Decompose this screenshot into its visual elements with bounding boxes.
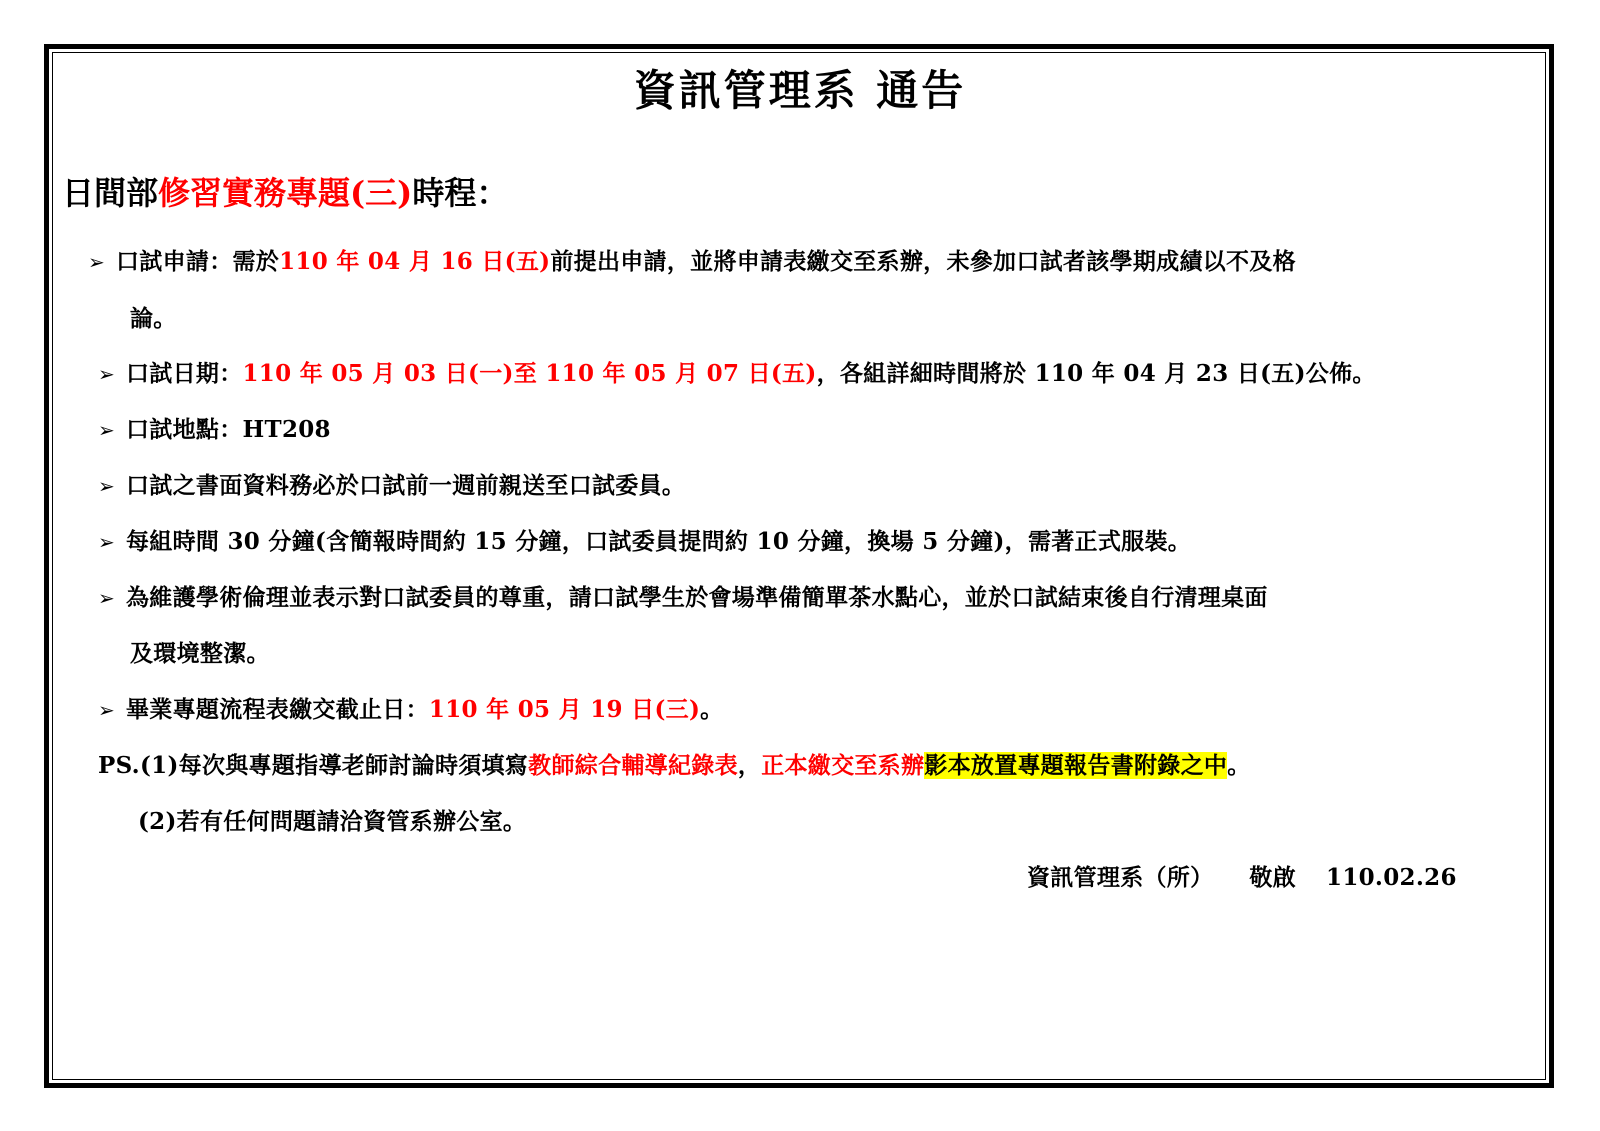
exam-dates-label: 口試日期： (126, 360, 243, 387)
ps-text: PS.(1)每次與專題指導老師討論時須填寫 (98, 752, 529, 779)
bullet-arrow-icon: ➢ (88, 250, 106, 274)
flowchart-label: 畢業專題流程表繳交截止日： (126, 696, 429, 723)
location-text: 口試地點：HT208 (126, 416, 331, 443)
application-text: 前提出申請，並將申請表繳交至系辦，未參加口試者該學期成績以不及格 (550, 248, 1296, 275)
application-label: 口試申請：需於 (116, 248, 280, 275)
signature (1027, 859, 1457, 892)
section-heading (62, 168, 508, 214)
flowchart-date: 110 年 05 月 19 日(三) (428, 696, 701, 723)
list-item-application-cont: 論。 (130, 305, 177, 332)
ps-note-2: (2)若有任何問題請洽資管系辦公室。 (138, 808, 527, 835)
bullet-arrow-icon: ➢ (98, 418, 116, 442)
bullet-arrow-icon: ➢ (98, 362, 116, 386)
documents-text: 口試之書面資料務必於口試前一週前親送至口試委員。 (126, 472, 686, 499)
ethics-text: 為維護學術倫理並表示對口試委員的尊重，請口試學生於會場準備簡單茶水點心，並於口試結束後自行清理桌面 (126, 584, 1268, 611)
list-item-application (88, 243, 1296, 276)
application-deadline: 110 年 04 月 16 日(五) (279, 248, 551, 275)
heading-course: 修習實務專題(三) (158, 174, 413, 212)
exam-dates-range: 110 年 05 月 03 日(一)至 110 年 05 月 07 日(五) (242, 360, 817, 387)
list-item-ethics-cont: 及環境整潔。 (130, 640, 270, 667)
list-item-location (98, 411, 331, 444)
ps-end: 。 (1227, 752, 1251, 779)
list-item-flowchart-deadline (98, 691, 723, 724)
ps-copy-highlight: 影本放置專題報告書附錄之中 (924, 752, 1228, 779)
duration-text: 每組時間 30 分鐘(含簡報時間約 15 分鐘，口試委員提問約 10 分鐘，換場 5 分鐘)，需著正式服裝。 (126, 528, 1192, 555)
ps-form-name: 教師綜合輔導紀錄表 (528, 752, 738, 779)
signature-date: 110.02.26 (1326, 864, 1457, 891)
notice-title: 資訊管理系 通告 (633, 66, 967, 115)
flowchart-end: 。 (700, 696, 724, 723)
bullet-arrow-icon: ➢ (98, 474, 116, 498)
bullet-arrow-icon: ➢ (98, 698, 116, 722)
signature-dept: 資訊管理系（所） (1027, 864, 1214, 891)
heading-suffix: 時程： (412, 174, 509, 212)
list-item-exam-dates (98, 355, 1376, 388)
ps-original-submit: 正本繳交至系辦 (761, 752, 925, 779)
bullet-arrow-icon: ➢ (98, 586, 116, 610)
list-item-duration (98, 523, 1191, 556)
list-item-ethics (98, 579, 1268, 612)
exam-dates-text: ，各組詳細時間將於 110 年 04 月 23 日(五)公佈。 (816, 360, 1376, 387)
heading-prefix: 日間部 (62, 174, 159, 212)
bullet-arrow-icon: ➢ (98, 530, 116, 554)
signature-respect: 敬啟 (1249, 864, 1297, 891)
ps-comma: ， (737, 752, 762, 779)
ps-note-1 (98, 747, 1251, 780)
list-item-documents (98, 467, 685, 500)
